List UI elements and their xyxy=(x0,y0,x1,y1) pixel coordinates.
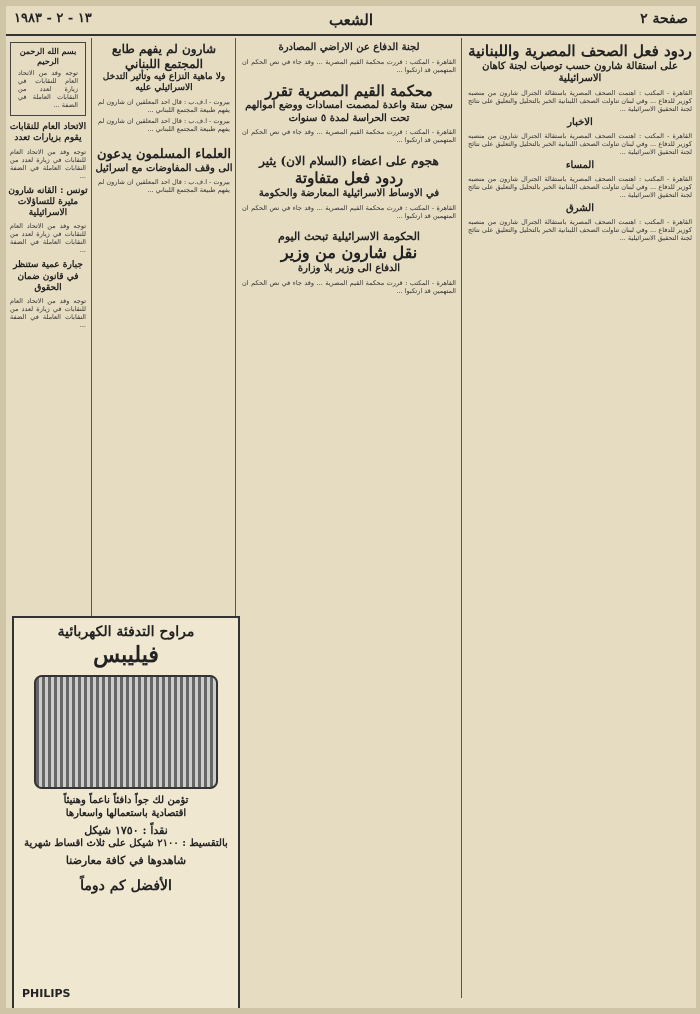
section-masaa: المساء xyxy=(565,159,595,171)
body-text: بيروت - ا.ف.ب : قال احد المعلقين ان شارون لم يفهم طبيعة المجتمع اللبناني ... xyxy=(98,178,230,195)
subhead-court: سجن ستة واعدة لمصمت امسادات ووضع اموالهم تحت الحراسة لمدة ٥ سنوات xyxy=(245,100,453,124)
body-text: القاهرة - المكتب : اهتمت الصحف المصرية باستقالة الجنرال شارون من منصبه كوزير للدفاع ... وفي لبنان تناولت الصحف اللبنانية الخبر بالتحليل والتعليق على نتائج لجنة التحقيق الاسرائيلية ... xyxy=(468,217,692,242)
body-text: القاهرة - المكتب : اهتمت الصحف المصرية باستقالة الجنرال شارون من منصبه كوزير للدفاع ... وفي لبنان تناولت الصحف اللبنانية الخبر بالتحليل والتعليق على نتائج لجنة التحقيق الاسرائيلية ... xyxy=(468,131,692,156)
notice-box xyxy=(10,42,86,116)
newspaper-page xyxy=(6,6,696,1008)
column-rule xyxy=(461,38,462,998)
subhead-press: على استقالة شارون حسب توصيات لجنة كاهان الاسرائيلية xyxy=(482,60,678,85)
body-text: توجه وفد من الاتحاد العام للنقابات في زيارة لعدد من النقابات العاملة في الضفة ... xyxy=(18,69,78,109)
body-text: توجه وفد من الاتحاد العام للنقابات في زيارة لعدد من النقابات العاملة في الضفة ... xyxy=(10,147,86,180)
column-right xyxy=(464,38,696,998)
body-text: بيروت - ا.ف.ب : قال احد المعلقين ان شارون لم يفهم طبيعة المجتمع اللبناني ... xyxy=(98,116,230,133)
masthead xyxy=(6,6,696,36)
body-text: توجه وفد من الاتحاد العام للنقابات في زيارة لعدد من النقابات العاملة في الضفة ... xyxy=(10,222,86,255)
headline-court: محكمة القيم المصرية تقرر xyxy=(265,81,433,100)
body-text: القاهرة - المكتب : قررت محكمة القيم المصرية ... وقد جاء في نص الحكم ان المتهمين قد ارتكبوا ... xyxy=(242,278,456,295)
bismillah: بسم الله الرحمن الرحيم xyxy=(19,46,77,66)
headline-scholars: العلماء المسلمون يدعون xyxy=(96,146,232,162)
headline-land-committee: لجنة الدفاع عن الاراضي المصادرة xyxy=(278,42,420,53)
headline-government: الحكومة الاسرائيلية تبحث اليوم xyxy=(278,229,420,243)
headline-lebanon: شارون لم يفهم طابع المجتمع اللبناني xyxy=(111,42,217,71)
body-text: بيروت - ا.ف.ب : قال احد المعلقين ان شارون لم يفهم طبيعة المجتمع اللبناني ... xyxy=(98,97,230,114)
body-text: القاهرة - المكتب : قررت محكمة القيم المصرية ... وقد جاء في نص الحكم ان المتهمين قد ارتكبوا ... xyxy=(242,57,456,74)
headline-sharon-move: نقل شارون من وزير xyxy=(280,243,418,263)
page-number: صفحة ٢ xyxy=(640,11,688,27)
subhead-sharon-move: الدفاع الى وزير بلا وزارة xyxy=(297,263,401,275)
ad-line-2: اقتصادية باستعمالها واسعارها xyxy=(65,807,187,819)
body-text: القاهرة - المكتب : اهتمت الصحف المصرية باستقالة الجنرال شارون من منصبه كوزير للدفاع ... وفي لبنان تناولت الصحف اللبنانية الخبر بالتحليل والتعليق على نتائج لجنة التحقيق الاسرائيلية ... xyxy=(468,88,692,113)
heater-advertisement xyxy=(12,616,240,1008)
issue-date: ١٣ - ٢ - ١٩٨٣ xyxy=(14,11,92,26)
ad-line-1: تؤمن لك جواً دافئاً ناعماً وهنيئاً xyxy=(63,795,189,806)
ad-cta: شاهدوها في كافة معارضنا xyxy=(65,854,187,868)
headline-tunis: تونس : القانه شارون مثيرة للتساؤلات الاسرائيلية xyxy=(8,185,88,218)
section-sharq: الشرق xyxy=(565,202,595,214)
body-text: القاهرة - المكتب : قررت محكمة القيم المصرية ... وقد جاء في نص الحكم ان المتهمين قد ارتكبوا ... xyxy=(242,128,456,145)
paper-name: الشعب xyxy=(328,11,374,29)
column-center xyxy=(238,38,460,998)
heater-image xyxy=(34,675,218,789)
ad-title: مراوح التدفئة الكهربائية xyxy=(57,624,195,640)
headline-press: ردود فعل الصحف المصرية واللبنانية xyxy=(468,42,692,60)
subhead-peace-now-2: في الاوساط الاسرائيلية المعارضة والحكومة xyxy=(258,188,440,199)
subhead-lebanon: ولا ماهية النزاع فيه وتأثير التدخل الاسرائيلي عليه xyxy=(102,72,226,94)
subhead-peace-now: ردود فعل متفاوتة xyxy=(294,169,404,188)
ad-brand: فيليبس xyxy=(93,641,159,668)
subhead-scholars: الى وقف المفاوضات مع اسرائيل xyxy=(95,162,233,174)
body-text: توجه وفد من الاتحاد العام للنقابات في زيارة لعدد من النقابات العاملة في الضفة ... xyxy=(10,297,86,329)
ad-price-cash: نقداً : ١٧٥٠ شيكل xyxy=(84,824,168,837)
headline-peace-now: هجوم على اعضاء (السلام الان) يثير xyxy=(259,154,439,169)
headline-unions: الاتحاد العام للنقابات يقوم بزيارات تعدد xyxy=(9,122,87,144)
section-akhbar: الاخبار xyxy=(567,116,593,128)
ad-slogan: الأفضل كم دوماً xyxy=(80,878,172,894)
headline-rights: جبارة عمية ستنظر في قانون ضمان الحقوق xyxy=(13,260,83,293)
philips-logo: PHILIPS xyxy=(22,987,71,1000)
body-text: القاهرة - المكتب : قررت محكمة القيم المصرية ... وقد جاء في نص الحكم ان المتهمين قد ارتكبوا ... xyxy=(242,203,456,220)
body-text: القاهرة - المكتب : اهتمت الصحف المصرية باستقالة الجنرال شارون من منصبه كوزير للدفاع ... وفي لبنان تناولت الصحف اللبنانية الخبر بالتحليل والتعليق على نتائج لجنة التحقيق الاسرائيلية ... xyxy=(468,174,692,199)
ad-price-installments: بالتقسيط : ٢١٠٠ شيكل على ثلاث اقساط شهرية xyxy=(24,837,228,849)
